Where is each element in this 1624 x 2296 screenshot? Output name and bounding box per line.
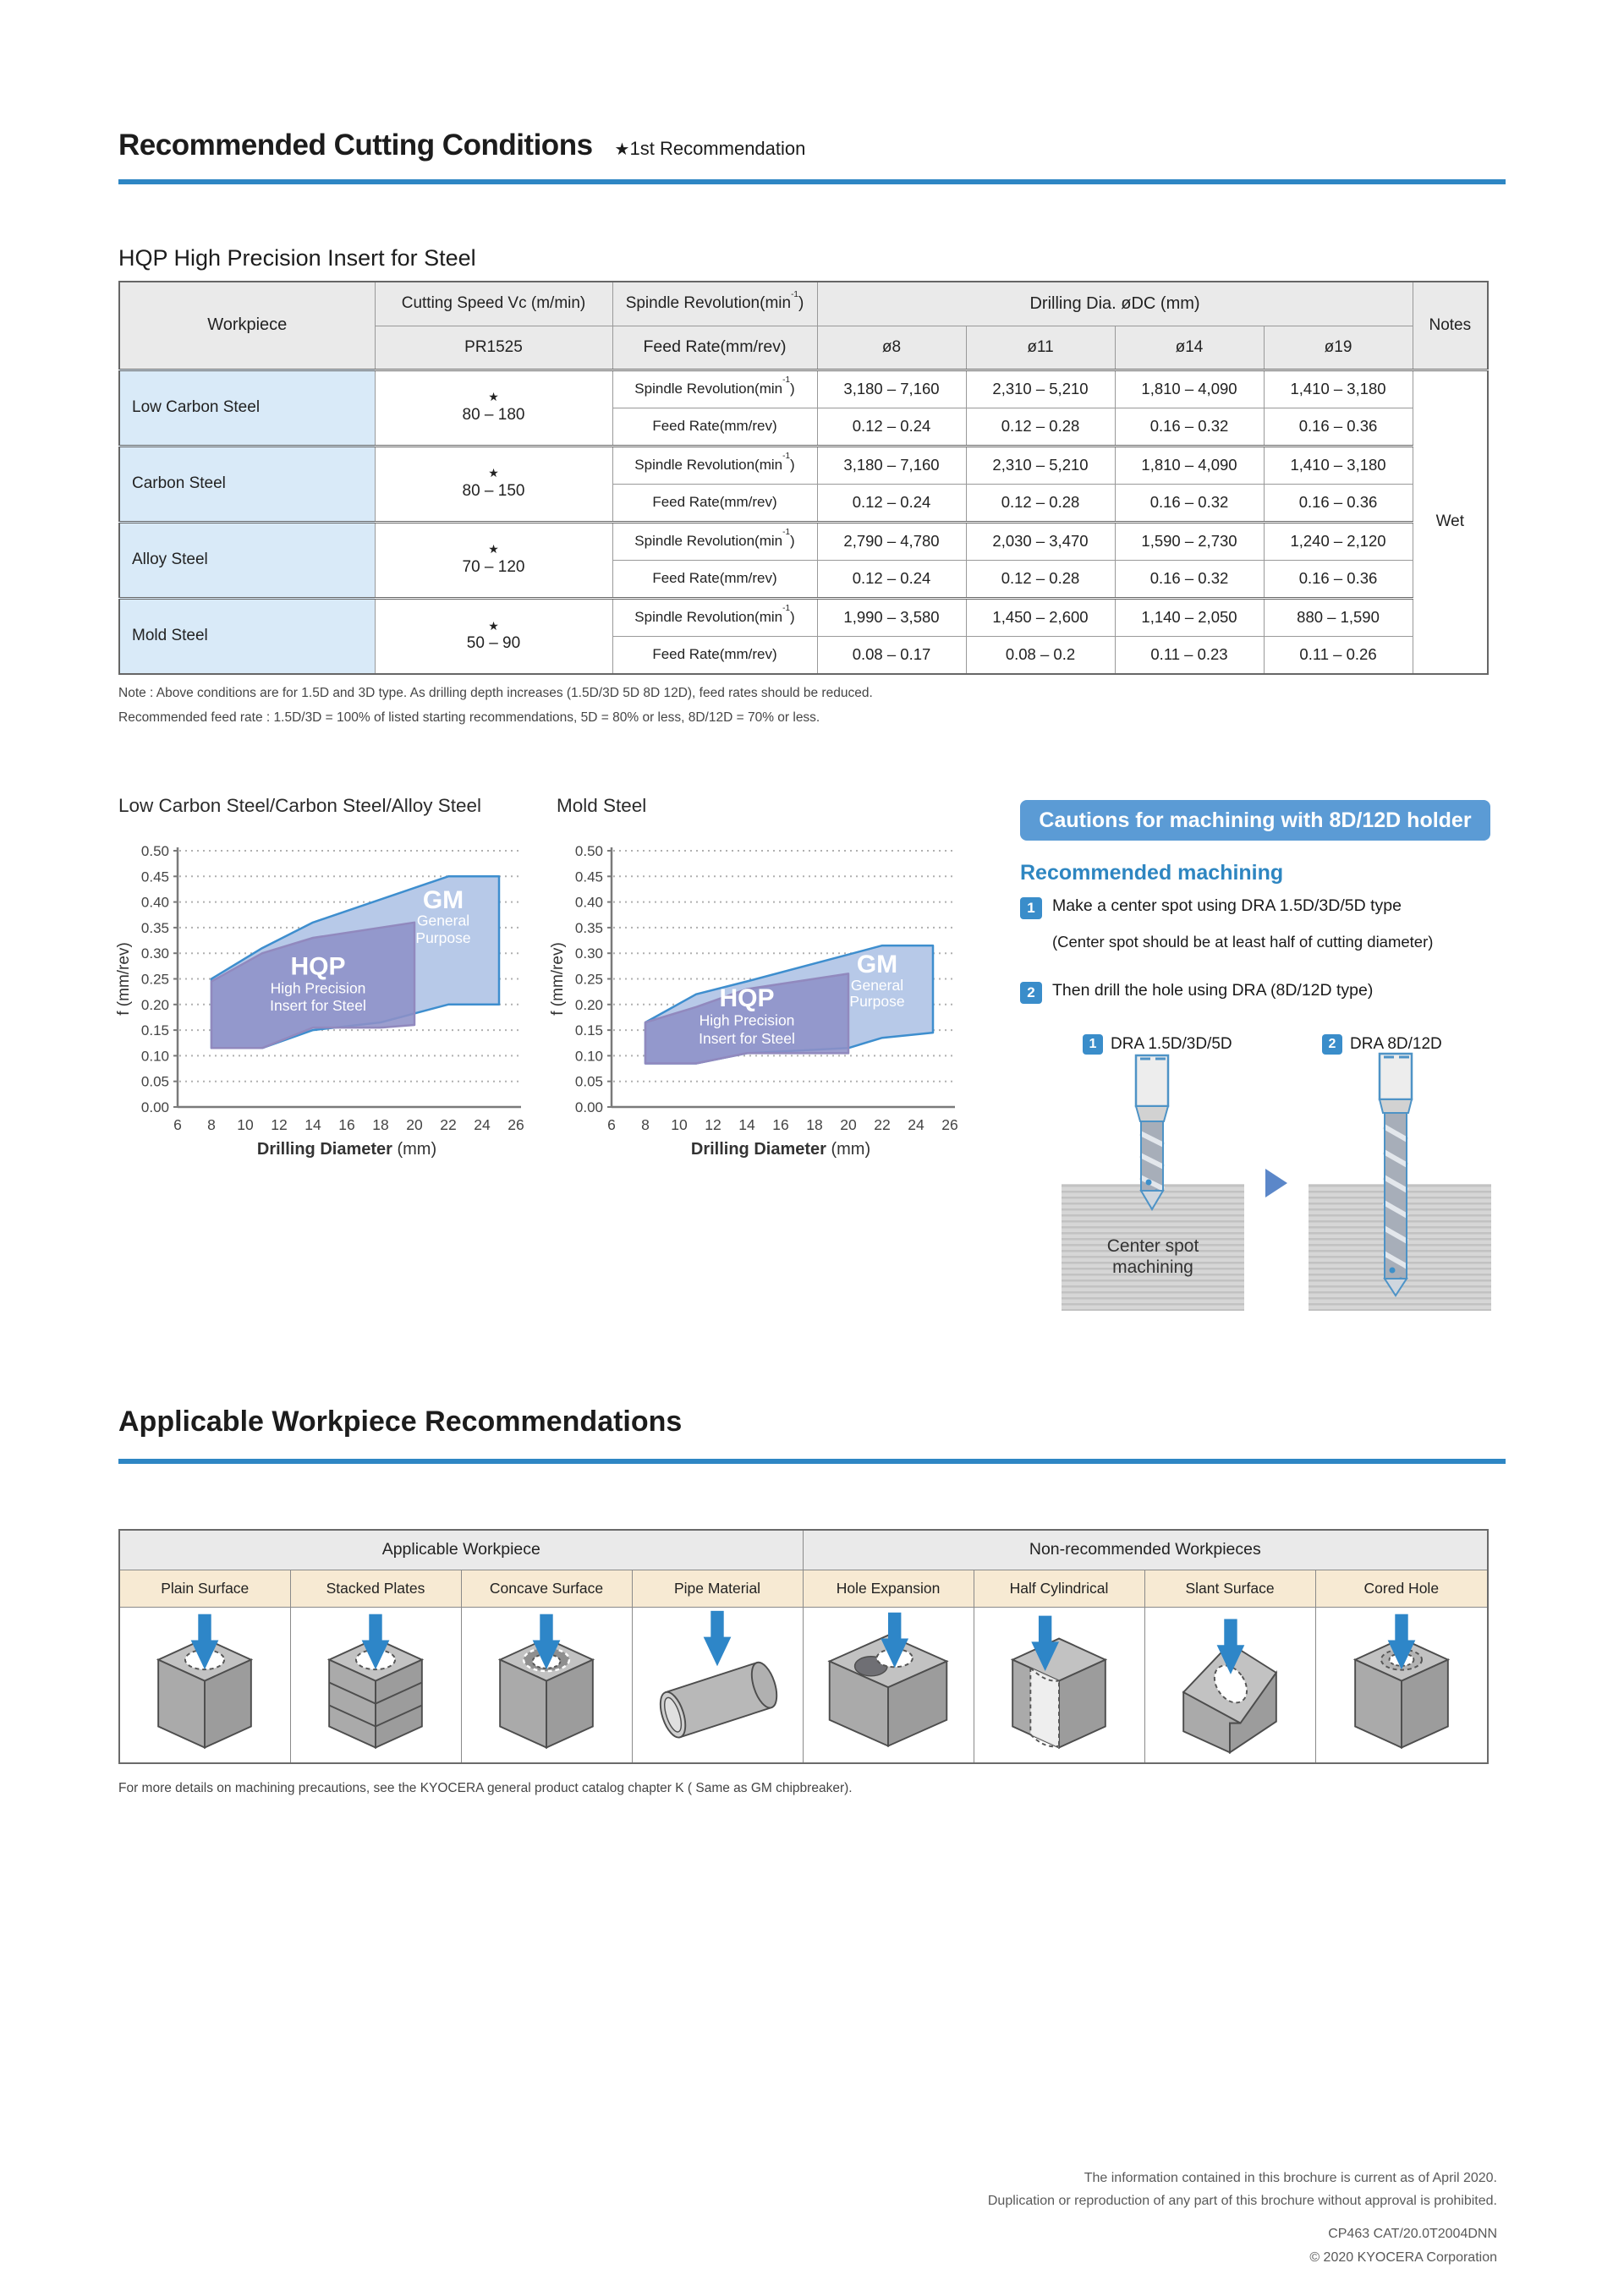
notes-value-cell: Wet	[1413, 370, 1488, 674]
svg-text:0.10: 0.10	[140, 1048, 169, 1065]
footer-copyright: © 2020 KYOCERA Corporation	[1309, 2249, 1497, 2265]
spindle-label-cell: Spindle $Revolution(\min^{-1})$	[612, 598, 817, 636]
header-dia-11: ø11	[966, 326, 1115, 370]
svg-text:0.50: 0.50	[140, 843, 169, 859]
cell-cored-hole	[1315, 1607, 1488, 1763]
speed-cell: ★ 50 – 90	[375, 598, 612, 674]
deep-drill-illustration	[1306, 1049, 1494, 1314]
spindle-value-cell: 3,180 – 7,160	[817, 370, 966, 408]
col-hole-expansion: Hole Expansion	[803, 1570, 974, 1607]
svg-text:GM: GM	[422, 885, 464, 914]
spindle-value-cell: 1,410 – 3,180	[1264, 370, 1413, 408]
title-accent-rule	[118, 179, 1506, 184]
svg-text:Insert for Steel: Insert for Steel	[270, 997, 366, 1015]
svg-text:16: 16	[772, 1116, 789, 1133]
feed-label-cell: Feed Rate(mm/rev)	[612, 408, 817, 446]
col-slant-surface: Slant Surface	[1144, 1570, 1315, 1607]
svg-text:General: General	[850, 976, 904, 994]
feed-label-cell: Feed Rate(mm/rev)	[612, 636, 817, 674]
cell-pipe-material	[632, 1607, 803, 1763]
spindle-value-cell: 3,180 – 7,160	[817, 446, 966, 484]
footnote-line: Note : Above conditions are for 1.5D and 3D type. As drilling depth increases (1.5D/3D 5D 8D 12D), feed rates should be reduced.	[118, 686, 873, 700]
star-icon: ★	[488, 542, 499, 556]
cell-concave-surface	[461, 1607, 632, 1763]
svg-text:0.30: 0.30	[574, 945, 603, 962]
svg-text:0.15: 0.15	[140, 1022, 169, 1039]
cell-slant-surface	[1144, 1607, 1315, 1763]
chart-title-mold-steel: Mold Steel	[557, 795, 647, 816]
workpiece-cell: Carbon Steel	[119, 446, 375, 522]
feed-value-cell: 0.12 – 0.28	[966, 560, 1115, 598]
feed-label-cell: Feed Rate(mm/rev)	[612, 484, 817, 522]
svg-text:24: 24	[908, 1116, 924, 1133]
col-concave-surface: Concave Surface	[461, 1570, 632, 1607]
cored-hole-icon	[1321, 1608, 1482, 1758]
workpiece-cell: Alloy Steel	[119, 522, 375, 598]
svg-text:Drilling Diameter (mm): Drilling Diameter (mm)	[690, 1140, 871, 1159]
feed-value-cell: 0.12 – 0.24	[817, 408, 966, 446]
header-grade: PR1525	[375, 326, 612, 370]
feed-value-cell: 0.12 – 0.24	[817, 484, 966, 522]
slant-surface-icon	[1149, 1608, 1310, 1758]
feed-value-cell: 0.16 – 0.32	[1115, 560, 1264, 598]
cautions-banner: Cautions for machining with 8D/12D holder	[1020, 800, 1490, 841]
cutting-conditions-table	[118, 281, 1489, 675]
svg-text:0.40: 0.40	[574, 894, 603, 911]
footer-line: The information contained in this brochure is current as of April 2020.	[1084, 2171, 1497, 2185]
svg-text:0.10: 0.10	[574, 1048, 603, 1065]
col-half-cylindrical: Half Cylindrical	[974, 1570, 1144, 1607]
svg-text:24: 24	[474, 1116, 491, 1133]
svg-text:General: General	[416, 912, 470, 929]
svg-text:GM: GM	[856, 951, 898, 979]
spindle-value-cell: 880 – 1,590	[1264, 598, 1413, 636]
spindle-value-cell: 1,240 – 2,120	[1264, 522, 1413, 560]
svg-text:20: 20	[406, 1116, 423, 1133]
svg-text:8: 8	[641, 1116, 650, 1133]
col-plain-surface: Plain Surface	[119, 1570, 290, 1607]
machining-step-1: 1 Make a center spot using DRA 1.5D/3D/5D type	[1020, 896, 1402, 919]
figure-1-label: 1 DRA 1.5D/3D/5D	[1083, 1033, 1232, 1055]
feed-value-cell: 0.16 – 0.32	[1115, 408, 1264, 446]
table-row	[119, 598, 1488, 636]
svg-text:18: 18	[806, 1116, 823, 1133]
spindle-value-cell: 1,140 – 2,050	[1115, 598, 1264, 636]
header-workpiece: Workpiece	[119, 282, 375, 370]
spindle-label-cell: Spindle $Revolution(\min^{-1})$	[612, 522, 817, 560]
table-row	[119, 1570, 1488, 1607]
flow-arrow-icon	[1265, 1169, 1287, 1197]
footer-catalog-code: CP463 CAT/20.0T2004DNN	[1328, 2227, 1497, 2242]
feed-rate-chart-steel	[112, 837, 526, 1163]
svg-text:0.25: 0.25	[140, 971, 169, 988]
svg-text:8: 8	[207, 1116, 216, 1133]
svg-text:Insert for Steel: Insert for Steel	[699, 1029, 795, 1047]
page-title: Recommended Cutting Conditions	[118, 129, 593, 162]
spindle-value-cell: 1,410 – 3,180	[1264, 446, 1413, 484]
svg-text:f (mm/rev): f (mm/rev)	[115, 942, 133, 1016]
feed-value-cell: 0.12 – 0.28	[966, 484, 1115, 522]
workpiece-cell: Mold Steel	[119, 598, 375, 674]
svg-text:0.15: 0.15	[574, 1022, 603, 1039]
svg-text:0.25: 0.25	[574, 971, 603, 988]
chart-title-steel: Low Carbon Steel/Carbon Steel/Alloy Steel	[118, 795, 481, 816]
svg-text:6: 6	[173, 1116, 182, 1133]
feed-value-cell: 0.08 – 0.17	[817, 636, 966, 674]
svg-text:0.00: 0.00	[140, 1099, 169, 1115]
workpiece-cell: Low Carbon Steel	[119, 370, 375, 446]
workpiece-section-title: Applicable Workpiece Recommendations	[118, 1406, 683, 1438]
speed-cell: ★ 80 – 180	[375, 370, 612, 446]
workpiece-recommendation-table	[118, 1529, 1489, 1764]
cell-plain-surface	[119, 1607, 290, 1763]
spindle-value-cell: 1,990 – 3,580	[817, 598, 966, 636]
feed-rate-chart-mold-steel	[546, 837, 960, 1163]
svg-text:18: 18	[372, 1116, 389, 1133]
figure-1-badge: 1	[1083, 1034, 1103, 1055]
svg-text:Purpose: Purpose	[415, 929, 471, 947]
feed-value-cell: 0.16 – 0.36	[1264, 408, 1413, 446]
svg-text:26: 26	[508, 1116, 524, 1133]
svg-text:High Precision: High Precision	[699, 1011, 795, 1029]
svg-text:Drilling Diameter (mm): Drilling Diameter (mm)	[256, 1140, 437, 1159]
header-cutting-speed: Cutting Speed Vc (m/min)	[375, 282, 612, 326]
svg-text:f (mm/rev): f (mm/rev)	[549, 942, 567, 1016]
svg-text:0.45: 0.45	[574, 869, 603, 885]
svg-text:0.00: 0.00	[574, 1099, 603, 1115]
table-row	[119, 1607, 1488, 1763]
feed-value-cell: 0.16 – 0.32	[1115, 484, 1264, 522]
first-recommendation-note: ★1st Recommendation	[614, 138, 806, 159]
svg-text:6: 6	[607, 1116, 616, 1133]
group-header-applicable: Applicable Workpiece	[119, 1530, 803, 1570]
col-stacked-plates: Stacked Plates	[290, 1570, 461, 1607]
feed-value-cell: 0.11 – 0.26	[1264, 636, 1413, 674]
cell-hole-expansion	[803, 1607, 974, 1763]
feed-value-cell: 0.16 – 0.36	[1264, 560, 1413, 598]
short-drill-icon	[1136, 1055, 1168, 1209]
speed-cell: ★ 70 – 120	[375, 522, 612, 598]
svg-text:0.50: 0.50	[574, 843, 603, 859]
page-header	[118, 129, 805, 162]
svg-text:0.30: 0.30	[140, 945, 169, 962]
group-header-non-recommended: Non-recommended Workpieces	[803, 1530, 1488, 1570]
figure-2-badge: 2	[1322, 1034, 1342, 1055]
recommended-machining-heading: Recommended machining	[1020, 861, 1284, 885]
svg-text:14: 14	[738, 1116, 755, 1133]
cell-stacked-plates	[290, 1607, 461, 1763]
header-drilling-dia: Drilling Dia. øDC (mm)	[817, 282, 1413, 326]
table-row	[119, 370, 1488, 408]
header-feed-rate: Feed Rate(mm/rev)	[612, 326, 817, 370]
header-dia-14: ø14	[1115, 326, 1264, 370]
feed-value-cell: 0.12 – 0.28	[966, 408, 1115, 446]
section-accent-rule	[118, 1459, 1506, 1464]
col-pipe-material: Pipe Material	[632, 1570, 803, 1607]
spindle-label-cell: Spindle $Revolution(\min^{-1})$	[612, 446, 817, 484]
svg-text:0.35: 0.35	[574, 919, 603, 936]
speed-cell: ★ 80 – 150	[375, 446, 612, 522]
feed-value-cell: 0.08 – 0.2	[966, 636, 1115, 674]
spindle-value-cell: 1,810 – 4,090	[1115, 370, 1264, 408]
figure-2-label: 2 DRA 8D/12D	[1322, 1033, 1442, 1055]
svg-text:12: 12	[705, 1116, 721, 1133]
svg-text:0.35: 0.35	[140, 919, 169, 936]
stacked-plates-icon	[295, 1608, 456, 1758]
svg-text:10: 10	[237, 1116, 254, 1133]
table-footnotes	[118, 682, 873, 730]
svg-text:20: 20	[840, 1116, 857, 1133]
svg-text:0.40: 0.40	[140, 894, 169, 911]
spindle-value-cell: 1,590 – 2,730	[1115, 522, 1264, 560]
feed-value-cell: 0.11 – 0.23	[1115, 636, 1264, 674]
feed-label-cell: Feed Rate(mm/rev)	[612, 560, 817, 598]
cutting-table-heading: HQP High Precision Insert for Steel	[118, 245, 476, 271]
plain-surface-icon	[124, 1608, 285, 1758]
footnote-line: Recommended feed rate : 1.5D/3D = 100% of listed starting recommendations, 5D = 80% or less, 8D/12D = 70% or less.	[118, 710, 820, 725]
hole-expansion-icon	[808, 1608, 968, 1758]
svg-text:0.45: 0.45	[140, 869, 169, 885]
page-footer	[988, 2167, 1497, 2269]
svg-text:0.20: 0.20	[574, 996, 603, 1013]
step-2-badge: 2	[1020, 982, 1042, 1004]
svg-text:22: 22	[874, 1116, 891, 1133]
col-cored-hole: Cored Hole	[1315, 1570, 1488, 1607]
center-spot-drill-illustration	[1059, 1049, 1247, 1314]
workpiece-footnote: For more details on machining precautions, see the KYOCERA general product catalog chapter K ( Same as GM chipbreaker).	[118, 1781, 853, 1795]
star-icon: ★	[488, 390, 499, 404]
svg-text:HQP: HQP	[719, 984, 775, 1013]
footer-line: Duplication or reproduction of any part of this brochure without approval is prohibited.	[987, 2194, 1497, 2209]
concave-surface-icon	[466, 1608, 627, 1758]
pipe-material-icon	[637, 1608, 798, 1758]
spindle-value-cell: 2,030 – 3,470	[966, 522, 1115, 560]
star-icon: ★	[488, 466, 499, 480]
star-icon: ★	[614, 140, 630, 159]
svg-text:22: 22	[440, 1116, 457, 1133]
header-dia-8: ø8	[817, 326, 966, 370]
svg-text:26: 26	[941, 1116, 958, 1133]
header-dia-19: ø19	[1264, 326, 1413, 370]
svg-text:HQP: HQP	[290, 952, 346, 981]
svg-text:14: 14	[304, 1116, 321, 1133]
svg-text:0.05: 0.05	[574, 1073, 603, 1090]
step-1-badge: 1	[1020, 897, 1042, 919]
svg-text:Purpose: Purpose	[849, 993, 905, 1011]
header-spindle-revolution: Spindle $Revolution(\min^{-1})$	[612, 282, 817, 326]
svg-text:0.05: 0.05	[140, 1073, 169, 1090]
spindle-value-cell: 2,310 – 5,210	[966, 370, 1115, 408]
machining-step-2: 2 Then drill the hole using DRA (8D/12D type)	[1020, 981, 1373, 1004]
table-row	[119, 522, 1488, 560]
half-cylindrical-icon	[979, 1608, 1139, 1758]
table-row	[119, 1530, 1488, 1570]
spindle-value-cell: 1,810 – 4,090	[1115, 446, 1264, 484]
svg-text:16: 16	[338, 1116, 355, 1133]
svg-text:High Precision: High Precision	[270, 979, 366, 997]
spindle-value-cell: 1,450 – 2,600	[966, 598, 1115, 636]
table-row	[119, 446, 1488, 484]
center-spot-caption-line2: machining	[1112, 1258, 1193, 1277]
spindle-label-cell: Spindle $Revolution(\min^{-1})$	[612, 370, 817, 408]
svg-text:10: 10	[671, 1116, 688, 1133]
cell-half-cylindrical	[974, 1607, 1144, 1763]
feed-value-cell: 0.12 – 0.24	[817, 560, 966, 598]
svg-text:0.20: 0.20	[140, 996, 169, 1013]
spindle-value-cell: 2,310 – 5,210	[966, 446, 1115, 484]
machining-step-1-note: (Center spot should be at least half of cutting diameter)	[1052, 933, 1434, 951]
svg-text:12: 12	[271, 1116, 288, 1133]
center-spot-caption-line1: Center spot	[1106, 1236, 1199, 1256]
star-icon: ★	[488, 618, 499, 633]
feed-value-cell: 0.16 – 0.36	[1264, 484, 1413, 522]
spindle-value-cell: 2,790 – 4,780	[817, 522, 966, 560]
long-drill-icon	[1380, 1054, 1412, 1296]
header-notes: Notes	[1413, 282, 1488, 370]
